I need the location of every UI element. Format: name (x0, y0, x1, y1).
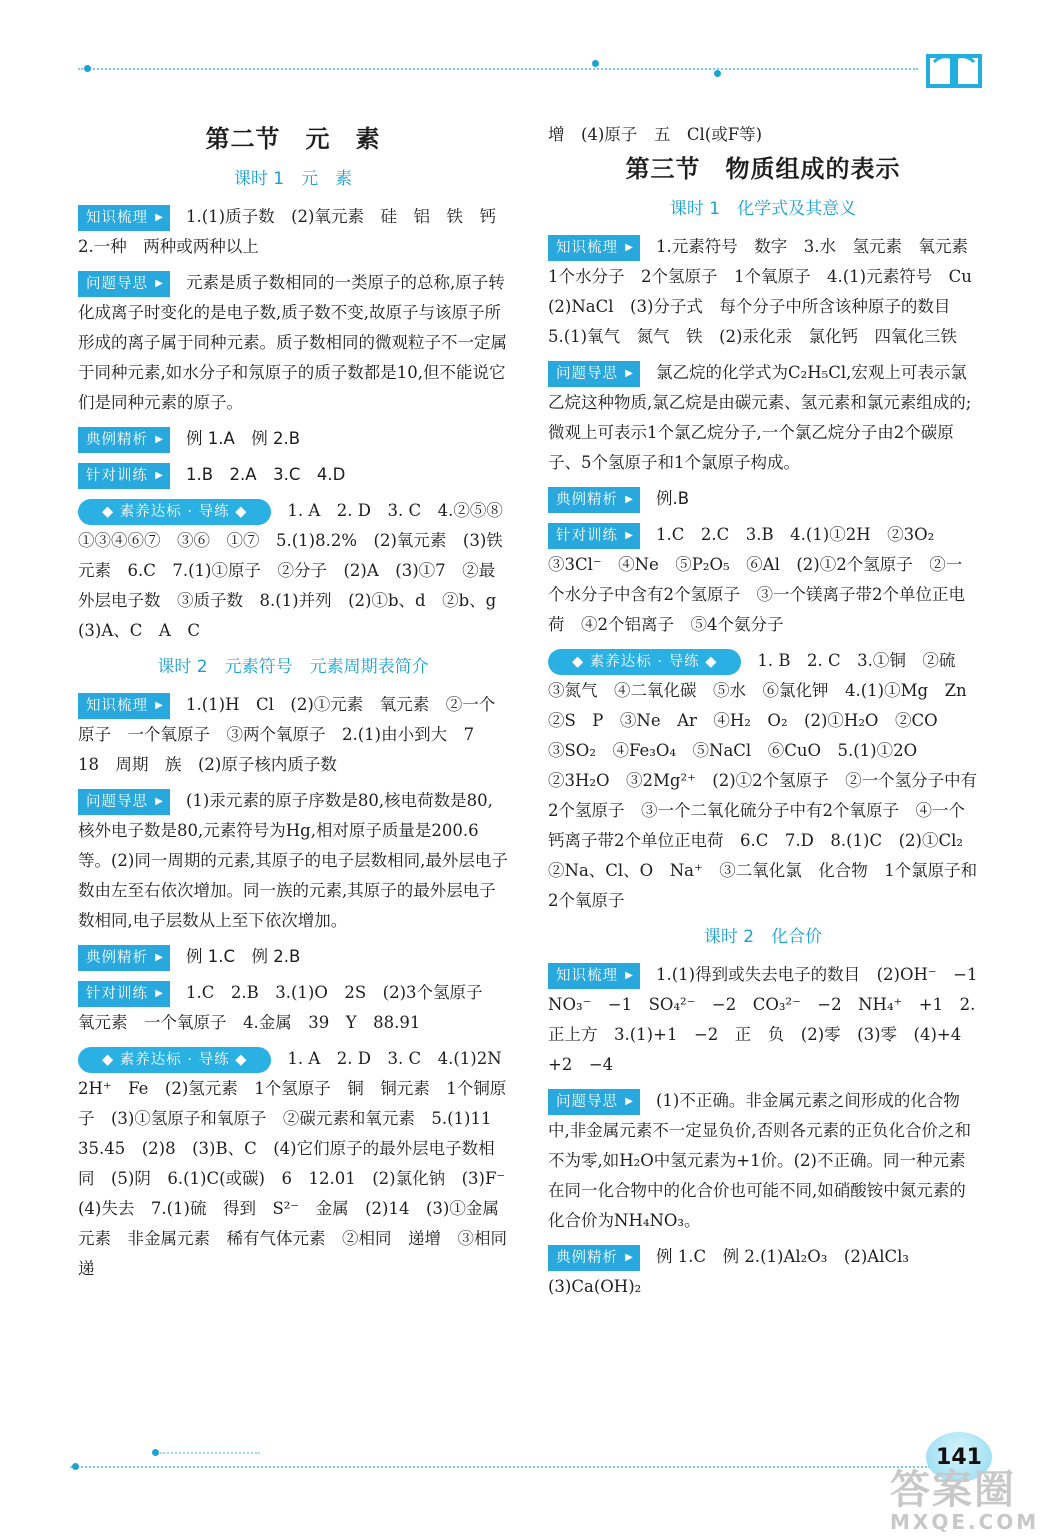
answer-text: 例 1.C 例 2.B (186, 947, 301, 966)
section-title: 第三节 物质组成的表示 (625, 154, 901, 183)
knowledge-block (548, 232, 989, 352)
answer-text: 1.(1)H Cl (2)①元素 氧元素 ②一个原子 一个氧原子 ③两个氧原子 2.(1)由小到大 7 18 周期 族 (2)原子核内质子数 (78, 695, 496, 774)
example-block (548, 1242, 978, 1302)
answer-text: 例 1.A 例 2.B (186, 429, 301, 448)
knowledge-tag: 知识梳理 ▶ (78, 205, 170, 231)
knowledge-tag: 知识梳理 ▶ (548, 235, 640, 261)
answer-text: 元素是质子数相同的一类原子的总称,原子转化成离子时变化的是电子数,质子数不变,故原子与该原子所形成的离子属于同种元素。质子数相同的微观粒子不一定属于同种元素,如水分子和氖原子的质子数都是10,但不能说它们是同种元素的原子。 (78, 273, 507, 412)
example-block (548, 484, 978, 514)
example-tag: 典例精析 ▶ (78, 427, 170, 453)
answer-text: 氯乙烷的化学式为C₂H₅Cl,宏观上可表示氯乙烷这种物质,氯乙烷是由碳元素、氢元素和氯元素组成的;微观上可表示1个氯乙烷分子,一个氯乙烷分子由2个碳原子、5个氢原子和1个氯原子构成。 (548, 363, 972, 472)
answer-text: 例 1.C 例 2.(1)Al₂O₃ (2)AlCl₃ (3)Ca(OH)₂ (548, 1247, 926, 1296)
lesson-title: 课时 1 化学式及其意义 (669, 199, 857, 219)
answer-text: 1. B 2. C 3.①铜 ②硫 ③氮气 ④二氧化碳 ⑤水 ⑥氯化钾 4.(1)①Mg Zn ②S P ③Ne Ar ④H₂ O₂ (2)①H₂O ②CO ③SO₂ ④Fe₃O₄ ⑤NaCl ⑥CuO 5.(1)①2O ②3H₂O ③2Mg²⁺ (2)①2个氢原子 ②一个氢分子中有2个氢原子 ③一个二氧化硫分子中有2个氧原子 ④一个钙离子带2个单位正电荷 6.C 7.D 8.(1)C (2)①Cl₂ ②Na、Cl、O Na⁺ ③二氧化氯 化合物 1个氯原子和2个氧原子 (548, 651, 984, 910)
footer-dot (72, 1463, 79, 1470)
page-number: 141 (926, 1432, 992, 1482)
question-tag: 问题导思 ▶ (548, 361, 640, 387)
literacy-block (78, 1044, 524, 1284)
left-column (78, 120, 524, 1290)
header-dot (714, 70, 721, 77)
footer-dot (152, 1449, 159, 1456)
lesson-title: 课时 2 化合价 (703, 927, 823, 947)
answer-text: 1.元素符号 数字 3.水 氢元素 氧元素 1个水分子 2个氢原子 1个氧原子 4.(1)元素符号 Cu (2)NaCl (3)分子式 每个分子中所含该种原子的数目 5.(1)氧气 氮气 铁 (2)汞化汞 氯化钙 四氧化三铁 (548, 237, 989, 346)
book-icon (924, 48, 984, 90)
question-block (78, 786, 508, 936)
literacy-block (78, 496, 520, 646)
practice-tag: 针对训练 ▶ (78, 981, 170, 1007)
lesson-title: 课时 1 元 素 (233, 169, 353, 189)
answer-text: 1. A 2. D 3. C 4.(1)2N 2H⁺ Fe (2)氢元素 1个氢原子 铜 铜元素 1个铜原子 (3)①氢原子和氧原子 ②碳元素和氧元素 5.(1)11 35.45 (2)8 (3)B、C (4)它们原子的最外层电子数相同 (5)阴 6.(1)C(或碳) 6 12.01 (2)氯化钠 (3)F⁻ (4)失去 7.(1)硫 得到 S²⁻ 金属 (2)14 (3)①金属元素 非金属元素 稀有气体元素 ②相同 递增 ③相同 递 (78, 1049, 524, 1278)
footer-dotted-line (160, 1452, 260, 1454)
answer-text: (1)汞元素的原子序数是80,核电荷数是80,核外电子数是80,元素符号为Hg,相对原子质量是200.6等。(2)同一周期的元素,其原子的电子层数相同,最外层电子数由左至右依次增加。同一族的元素,其原子的最外层电子数相同,电子层数从上至下依次增加。 (78, 791, 508, 930)
answer-text: 1.B 2.A 3.C 4.D (186, 465, 346, 484)
literacy-block (548, 646, 984, 916)
answer-text: (1)不正确。非金属元素之间形成的化合物中,非金属元素不一定显负价,否则各元素的正负化合价之和不为零,如H₂O中氢元素为+1价。(2)不正确。同一种元素在同一化合物中的化合价也可能不同,如硝酸铵中氮元素的化合价为NH₄NO₃。 (548, 1091, 971, 1230)
lesson-title: 课时 2 元素符号 元素周期表简介 (157, 657, 429, 677)
header-dotted-line (78, 68, 918, 70)
right-column (548, 120, 994, 1308)
knowledge-block (78, 202, 513, 262)
example-tag: 典例精析 ▶ (78, 945, 170, 971)
question-block (548, 358, 978, 478)
example-tag: 典例精析 ▶ (548, 1245, 640, 1271)
answer-text: 例.B (656, 489, 690, 508)
answer-text: 1.C 2.B 3.(1)O 2S (2)3个氢原子 氧元素 一个氧原子 4.金属 39 Y 88.91 (78, 983, 500, 1032)
answer-text: 1.(1)得到或失去电子的数目 (2)OH⁻ −1 NO₃⁻ −1 SO₄²⁻ −2 CO₃²⁻ −2 NH₄⁺ +1 2. 正上方 3.(1)+1 −2 正 负 (2)零 (3)零 (4)+4 +2 −4 (548, 965, 994, 1074)
example-block (78, 942, 508, 972)
example-tag: 典例精析 ▶ (548, 487, 640, 513)
footer-dotted-line (70, 1466, 930, 1468)
practice-tag: 针对训练 ▶ (78, 463, 170, 489)
literacy-tag: ◆ 素养达标 · 导练 ◆ (548, 649, 741, 675)
knowledge-block (78, 690, 508, 780)
watermark-logo (890, 1468, 1060, 1534)
practice-block (548, 520, 978, 640)
watermark-url: MXQE.COM (890, 1510, 1040, 1534)
knowledge-tag: 知识梳理 ▶ (78, 693, 170, 719)
example-block (78, 424, 508, 454)
question-tag: 问题导思 ▶ (78, 789, 170, 815)
answer-text: 1. A 2. D 3. C 4.②⑤⑧ ①③④⑥⑦ ③⑥ ①⑦ 5.(1)8.2% (2)氧元素 (3)铁元素 6.C 7.(1)①原子 ②分子 (2)A (3)①7 ②最外层电子数 ③质子数 8.(1)并列 (2)①b、d ②b、g (3)A、C A C (78, 501, 520, 640)
practice-block (78, 978, 508, 1038)
watermark-text: 答案圈 (890, 1467, 1016, 1513)
literacy-tag: ◆ 素养达标 · 导练 ◆ (78, 1047, 271, 1073)
continued-text: 增 (4)原子 五 Cl(或F等) (548, 125, 763, 144)
practice-tag: 针对训练 ▶ (548, 523, 640, 549)
knowledge-tag: 知识梳理 ▶ (548, 963, 640, 989)
question-block (548, 1086, 978, 1236)
header-dot (84, 65, 91, 72)
answer-text: 1.(1)质子数 (2)氧元素 硅 铝 铁 钙 2.一种 两种或两种以上 (78, 207, 513, 256)
question-tag: 问题导思 ▶ (78, 271, 170, 297)
practice-block (78, 460, 508, 490)
header-dot (592, 60, 599, 67)
literacy-tag: ◆ 素养达标 · 导练 ◆ (78, 499, 271, 525)
answer-text: 1.C 2.C 3.B 4.(1)①2H ②3O₂ ③3Cl⁻ ④Ne ⑤P₂O₅ ⑥Al (2)①2个氢原子 ②一个水分子中含有2个氢原子 ③一个镁离子带2个单位正电荷 ④2个铝离子 ⑤4个氨分子 (548, 525, 965, 634)
question-block (78, 268, 508, 418)
knowledge-block (548, 960, 994, 1080)
section-title: 第二节 元 素 (205, 124, 381, 153)
question-tag: 问题导思 ▶ (548, 1089, 640, 1115)
